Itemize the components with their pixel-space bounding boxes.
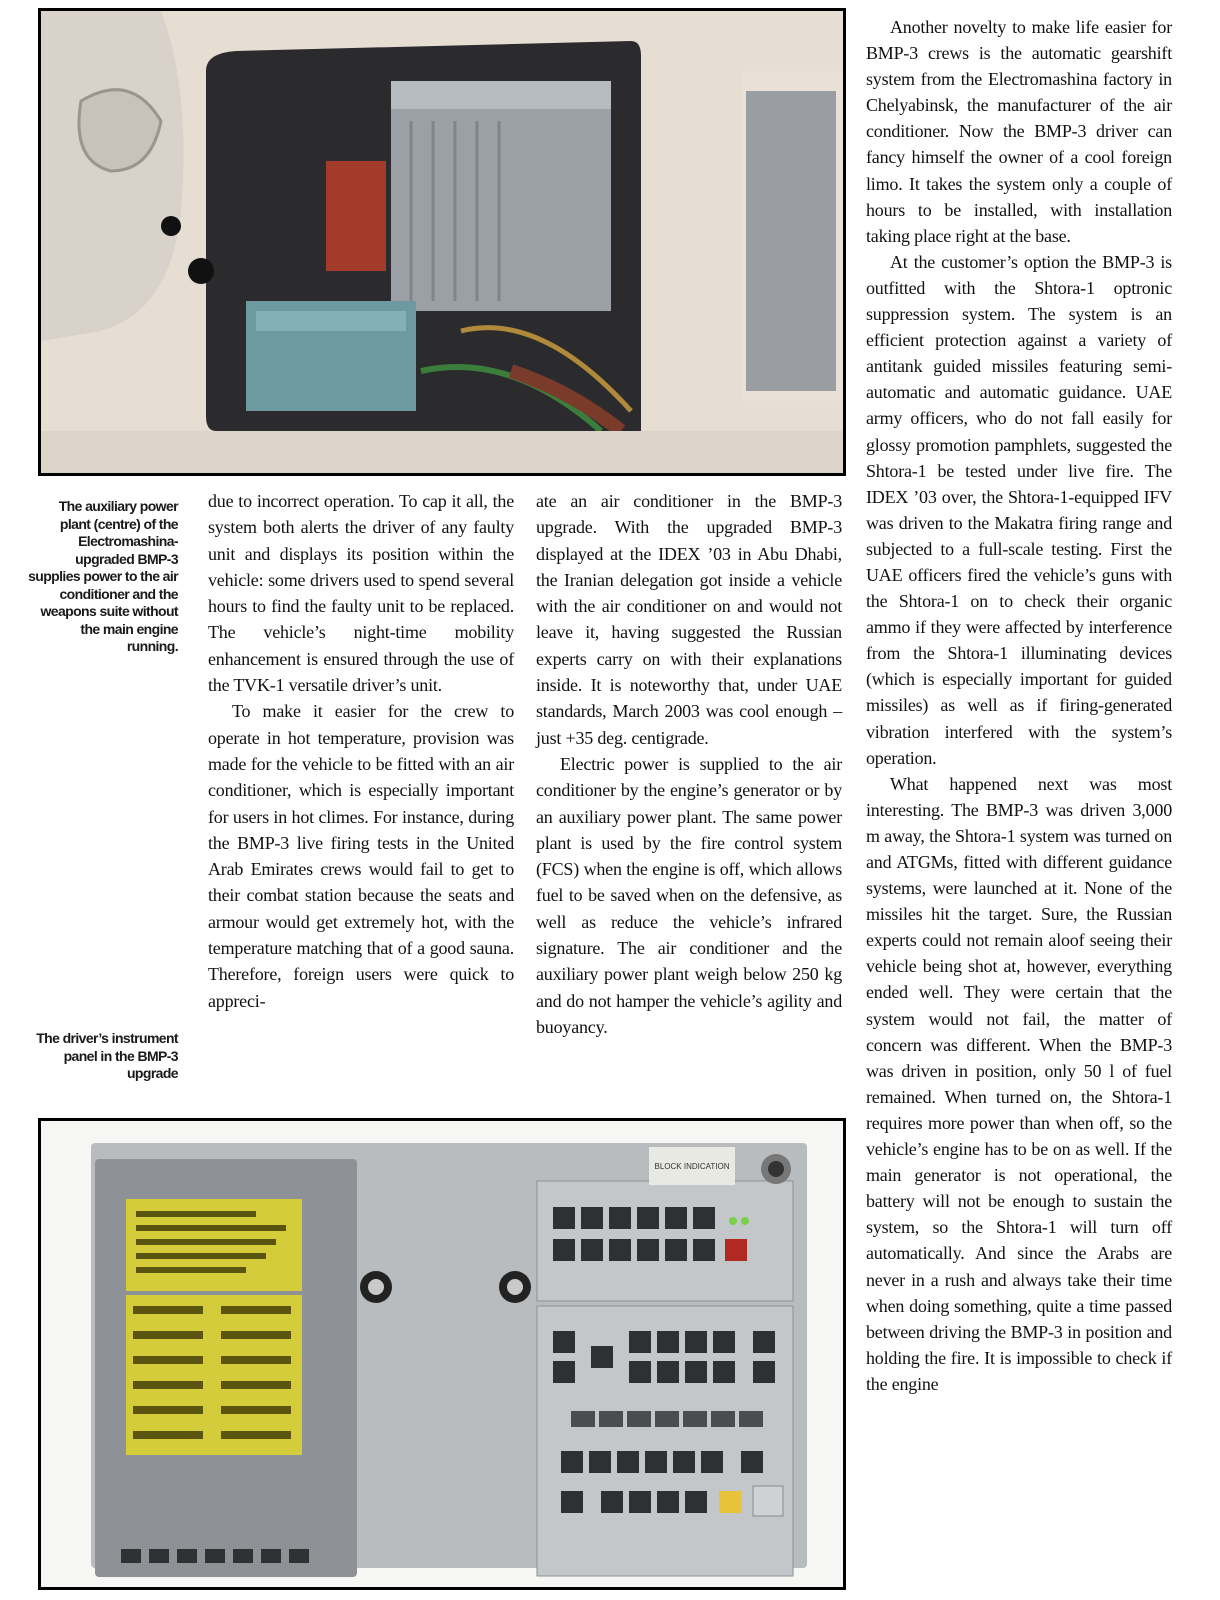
article-column-2	[536, 488, 842, 1040]
article-column-1	[208, 488, 514, 1014]
photo-auxiliary-power-plant	[38, 8, 846, 476]
power-plant-illustration	[41, 11, 843, 473]
article-paragraph: What happened next was most interesting. The BMP-3 was driven 3,000 m away, the Shtora-1 system was turned on and ATGMs, fitted with different guidance systems, were launched at it. None of the missiles hit the target. Sure, the Russian experts could not remain aloof seeing their vehicle being shot at, however, everything ended well. They were certain that the system would not fail, the matter of concern was different. When the BMP-3 was driven in position, only 50 l of fuel remained. When turned on, the Shtora-1 requires more power than when off, so the vehicle’s engine has to be on as well. If the main generator is not operational, the battery will not be enough to sustain the system, so the Shtora-1 will turn off automatically. And since the Arabs are never in a rush and always take their time when doing something, quite a time passed between driving the BMP-3 in position and holding the fire. It is impossible to check if the engine	[866, 773, 1172, 1394]
instrument-panel-illustration	[41, 1121, 843, 1587]
article-paragraph: due to incorrect operation. To cap it all, the system both alerts the driver of any faulty unit and displays its position within the vehicle: some drivers used to spend several hours to find the faulty unit to be replaced. The vehicle’s night-time mobility enhancement is ensured through the use of the TVK-1 versatile driver’s unit.	[208, 491, 514, 696]
caption-auxiliary-power-plant: The auxiliary power plant (centre) of the Electromashina-upgraded BMP-3 supplies power to the air conditioner and the weapons suite without the main engine running.	[28, 498, 178, 654]
panel-placard-label: BLOCK INDICATION	[654, 1162, 730, 1171]
article-column-3	[866, 14, 1172, 1397]
caption-instrument-panel: The driver’s instrument panel in the BMP-3 upgrade	[36, 1030, 178, 1081]
article-paragraph: ate an air conditioner in the BMP-3 upgrade. With the upgraded BMP-3 displayed at the IDEX ’03 in Abu Dhabi, the Iranian delegation got inside a vehicle with the air conditioner on and would not leave it, having suggested the Russian experts carry on with their explanations inside. It is noteworthy that, under UAE standards, March 2003 was cool enough – just +35 deg. centigrade.	[536, 491, 842, 748]
photo-instrument-panel	[38, 1118, 846, 1590]
article-paragraph: At the customer’s option the BMP-3 is outfitted with the Shtora-1 optronic suppression system. The system is an efficient protection against a variety of antitank guided missiles featuring semi-automatic and automatic guidance. UAE army officers, who do not fall easily for glossy promotion pamphlets, suggested the Shtora-1 be tested under live fire. The IDEX ’03 over, the Shtora-1-equipped IFV was driven to the Makatra firing range and subjected to a full-scale testing. First the UAE officers fired the vehicle’s guns with the Shtora-1 on to check their organic ammo if they were affected by interference from the Shtora-1 illuminating devices (which is especially important for guided missiles) as well as if firing-generated vibration interfered with the system’s operation.	[866, 251, 1172, 768]
article-paragraph: To make it easier for the crew to operate in hot temperature, provision was made for the vehicle to be fitted with an air conditioner, which is especially important for users in hot climes. For instance, during the BMP-3 live firing tests in the United Arab Emirates crews would fail to get to their combat station because the seats and armour would get extremely hot, with the temperature matching that of a good sauna. Therefore, foreign users were quick to appreci-	[208, 701, 514, 1011]
article-paragraph: Another novelty to make life easier for BMP-3 crews is the automatic gearshift system from the Electromashina factory in Chelyabinsk, the manufacturer of the air conditioner. Now the BMP-3 driver can fancy himself the owner of a cool foreign limo. It takes the system only a couple of hours to be installed, with installation taking place right at the base.	[866, 17, 1172, 246]
article-paragraph: Electric power is supplied to the air conditioner by the engine’s generator or by an auxiliary power plant. The same power plant is used by the fire control system (FCS) when the engine is off, which allows fuel to be saved when on the defensive, as well as reduce the vehicle’s infrared signature. The air conditioner and the auxiliary power plant weigh below 250 kg and do not hamper the vehicle’s agility and buoyancy.	[536, 753, 842, 1037]
